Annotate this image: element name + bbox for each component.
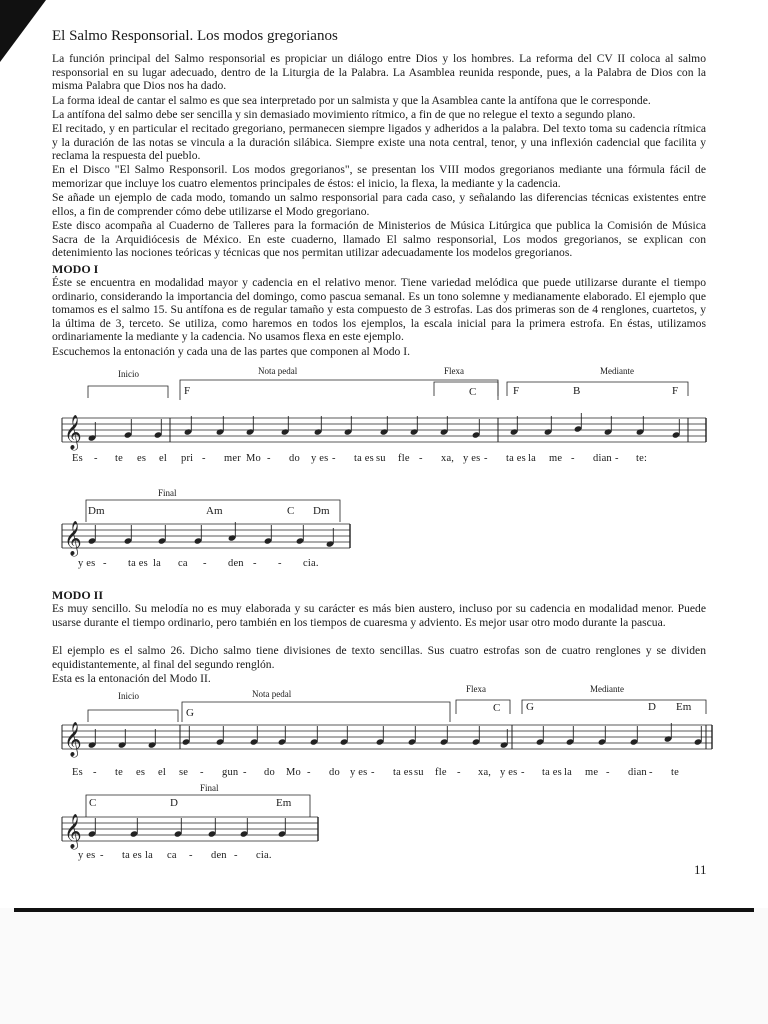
modo1-chord: Dm — [313, 505, 330, 517]
lyric-syllable: te: — [636, 453, 648, 464]
lyric-syllable: y es — [500, 767, 518, 778]
lyric-syllable: - — [278, 558, 282, 569]
section-bracket — [180, 380, 498, 400]
lyric-syllable: y es — [78, 558, 96, 569]
section-bracket — [182, 702, 450, 722]
lyric-syllable: me — [585, 767, 599, 778]
intro-paragraph-1: La función principal del Salmo responsorial es propiciar un diálogo entre Dios y los hombres. La reforma del CV II coloca al salmo responsorial en su lugar adecuado, dentro de la Liturgia de la Palabra. La Asamblea reunida responde, pues, a la Palabra de Dios con la misma Palabra que Dios nos ha dado. — [52, 52, 706, 93]
lyric-syllable: - — [606, 767, 610, 778]
lyric-syllable: ta es — [122, 850, 142, 861]
modo2-heading: MODO II — [52, 588, 103, 602]
section-bracket — [86, 500, 340, 522]
intro-paragraph-6: Se añade un ejemplo de cada modo, tomando un salmo responsorial para cada caso, y señalando las diferencias técnicas existentes entre ellos, a fin de comprender cómo debe utilizarse el Modo gregoriano. — [52, 191, 706, 218]
lyric-syllable: - — [234, 850, 238, 861]
lyric-syllable: te — [115, 767, 123, 778]
treble-clef-icon: 𝄞 — [64, 814, 82, 849]
lyric-syllable: fle — [398, 453, 410, 464]
lyric-syllable: la — [564, 767, 572, 778]
lyric-syllable: el — [159, 453, 167, 464]
lyric-syllable: xa, — [478, 767, 492, 778]
lyric-syllable: ta es — [354, 453, 374, 464]
treble-clef-icon: 𝄞 — [64, 521, 82, 556]
intro-paragraph-2: La forma ideal de cantar el salmo es que sea interpretado por un salmista y que la Asamblea cante la antífona que le corresponde. — [52, 94, 651, 107]
lyric-syllable: - — [649, 767, 653, 778]
intro-paragraph-4: El recitado, y en particular el recitado gregoriano, permanecen siempre ligados y adheridos a la palabra. Del texto toma su cadencia rítmica y la duración de las notas se vincula a la duración silábica. Siempre existe una nota central, tenor, y una inflexión cadencial que facilita y reclama la respuesta del pueblo. — [52, 122, 706, 163]
modo1-label-inicio: Inicio — [118, 369, 139, 379]
modo1-listen-text: Escuchemos la entonación y cada una de las partes que componen al Modo I. — [52, 345, 410, 358]
lyric-syllable: fle — [435, 767, 447, 778]
lyric-syllable: Es — [72, 767, 83, 778]
lyric-syllable: me — [549, 453, 563, 464]
lyric-syllable: es — [136, 767, 146, 778]
lyric-syllable: y es — [78, 850, 96, 861]
lyric-syllable: - — [419, 453, 423, 464]
modo2-listen-text: Esta es la entonación del Modo II. — [52, 672, 211, 685]
section-bracket — [456, 700, 510, 714]
lyric-syllable: te — [671, 767, 679, 778]
modo2-chord: G — [186, 707, 194, 719]
treble-clef-icon: 𝄞 — [64, 415, 82, 450]
lyric-syllable: gun — [222, 767, 239, 778]
lyric-syllable: - — [484, 453, 488, 464]
page-number: 11 — [694, 862, 707, 877]
lyric-syllable: su — [414, 767, 424, 778]
lyric-syllable: y es — [311, 453, 329, 464]
lyric-syllable: - — [253, 558, 257, 569]
lyric-syllable: ta es — [506, 453, 526, 464]
lyric-syllable: - — [571, 453, 575, 464]
lyric-syllable: y es — [350, 767, 368, 778]
intro-paragraph-5: En el Disco "El Salmo Responsoril. Los modos gregorianos", se presentan los VIII modos gregorianos mediante una fórmula fácil de memorizar que incluye los cuatro elementos principales de éstos: el inicio, la flexa, la mediante y la cadencia. — [52, 163, 706, 190]
modo2-chord: C — [89, 797, 97, 809]
modo1-description: Éste se encuentra en modalidad mayor y cadencia en el relativo menor. Tiene variedad melódica que puede utilizarse durante el tiempo ordinario, considerando la importancia del domingo, como pascua semanal. Es un tono solemne y medianamente elaborado. El ejemplo que tomamos es el salmo 15. Su antífona es de regular tamaño y esta compuesto de 3 estrofas. Las dos primeras son de 4 renglones, cuartetos, y la última de 3, terceto. Se utiliza, como haremos en todos los ejemplos, la escala inicial para la primera estrofa. En éstas, utilizamos ordinariamente la mediante y la cadencia. No usamos flexa en este ejemplo. — [52, 276, 706, 344]
lyric-syllable: - — [521, 767, 525, 778]
lyric-syllable: te — [115, 453, 123, 464]
lyric-syllable: - — [615, 453, 619, 464]
section-bracket — [88, 710, 178, 722]
lyric-syllable: mer — [224, 453, 241, 464]
lyric-syllable: - — [103, 558, 107, 569]
section-bracket — [88, 386, 168, 398]
modo2-label-nota-pedal: Nota pedal — [252, 689, 292, 699]
modo1-label-nota-pedal: Nota pedal — [258, 366, 298, 376]
modo1-chord: C — [469, 386, 477, 398]
modo2-chord: C — [493, 702, 501, 714]
lyric-syllable: la — [528, 453, 536, 464]
lyric-syllable: xa, — [441, 453, 455, 464]
lyric-syllable: - — [94, 453, 98, 464]
lyric-syllable: do — [289, 453, 300, 464]
modo2-label-flexa: Flexa — [466, 684, 486, 694]
lyric-syllable: Mo — [286, 767, 301, 778]
modo1-chord: F — [184, 385, 191, 397]
modo2-chord: G — [526, 701, 534, 713]
lyric-syllable: Es — [72, 453, 83, 464]
lyric-syllable: ca — [178, 558, 188, 569]
lyric-syllable: - — [200, 767, 204, 778]
lyric-syllable: y es — [463, 453, 481, 464]
modo2-chord: Em — [276, 797, 292, 809]
lyric-syllable: den — [211, 850, 227, 861]
lyric-syllable: - — [457, 767, 461, 778]
modo2-label-inicio: Inicio — [118, 691, 139, 701]
lyric-syllable: ca — [167, 850, 177, 861]
lyric-syllable: pri — [181, 453, 194, 464]
modo1-chord: Am — [206, 505, 223, 517]
lyric-syllable: cia. — [256, 850, 272, 861]
modo1-chord: Dm — [88, 505, 105, 517]
modo1-chord: F — [672, 385, 679, 397]
lyric-syllable: es — [137, 453, 147, 464]
lyric-syllable: se — [179, 767, 189, 778]
modo1-chord: B — [573, 385, 581, 397]
section-bracket — [86, 795, 310, 817]
modo2-chord: Em — [676, 701, 692, 713]
modo2-example-text: El ejemplo es el salmo 26. Dicho salmo tiene divisiones de texto sencillas. Sus cuatro estrofas son de cuatro renglones y se dividen equidistantemente, al final del segundo renglón. — [52, 644, 706, 671]
lyric-syllable: - — [267, 453, 271, 464]
modo2-label-final: Final — [200, 783, 219, 793]
lyric-syllable: - — [307, 767, 311, 778]
lyric-syllable: el — [158, 767, 166, 778]
page-title: El Salmo Responsorial. Los modos gregorianos — [52, 28, 338, 44]
modo2-label-mediante: Mediante — [590, 684, 624, 694]
modo1-label-mediante: Mediante — [600, 366, 634, 376]
lyric-syllable: dian — [593, 453, 612, 464]
modo2-description: Es muy sencillo. Su melodía no es muy elaborada y su carácter es más bien austero, incluso por su cadencia en modalidad menor. Puede usarse durante el tiempo ordinario, pero también en los tiempos de cuaresma y adviento. Es mejor usar otro modo durante la pascua. — [52, 602, 706, 629]
lyric-syllable: ta es — [128, 558, 148, 569]
modo2-chord: D — [648, 701, 656, 713]
lyric-syllable: do — [264, 767, 275, 778]
section-bracket — [507, 382, 688, 396]
modo1-label-final: Final — [158, 488, 177, 498]
lyric-syllable: - — [189, 850, 193, 861]
lyric-syllable: - — [203, 558, 207, 569]
lyric-syllable: cia. — [303, 558, 319, 569]
lyric-syllable: - — [100, 850, 104, 861]
intro-paragraph-3: La antífona del salmo debe ser sencilla y sin demasiado movimiento rítmico, a fin de que no relegue el texto a segundo plano. — [52, 108, 636, 121]
lyric-syllable: do — [329, 767, 340, 778]
lyric-syllable: Mo — [246, 453, 261, 464]
intro-paragraph-7: Este disco acompaña al Cuaderno de Talleres para la formación de Ministerios de Música Litúrgica que publica la Comisión de Música Sacra de la Arquidiócesis de México. En este cuaderno, llamado El salmo responsorial, Los modos gregorianos, se explican con detenimiento las nociones teóricas y técnicas que nos permitan utilizar adecuadamente los modelos gregorianos. — [52, 219, 706, 260]
modo1-chord: F — [513, 385, 520, 397]
lyric-syllable: den — [228, 558, 244, 569]
lyric-syllable: ta es — [542, 767, 562, 778]
lyric-syllable: - — [243, 767, 247, 778]
modo1-label-flexa: Flexa — [444, 366, 464, 376]
treble-clef-icon: 𝄞 — [64, 722, 82, 757]
lyric-syllable: la — [153, 558, 161, 569]
modo1-chord: C — [287, 505, 295, 517]
lyric-syllable: - — [371, 767, 375, 778]
modo2-chord: D — [170, 797, 178, 809]
section-bracket — [434, 382, 498, 396]
lyric-syllable: - — [202, 453, 206, 464]
lyric-syllable: dian — [628, 767, 647, 778]
lyric-syllable: - — [332, 453, 336, 464]
lyric-syllable: - — [93, 767, 97, 778]
lyric-syllable: ta es — [393, 767, 413, 778]
section-bracket — [522, 700, 706, 714]
lyric-syllable: la — [145, 850, 153, 861]
lyric-syllable: su — [376, 453, 386, 464]
modo1-heading: MODO I — [52, 262, 99, 276]
